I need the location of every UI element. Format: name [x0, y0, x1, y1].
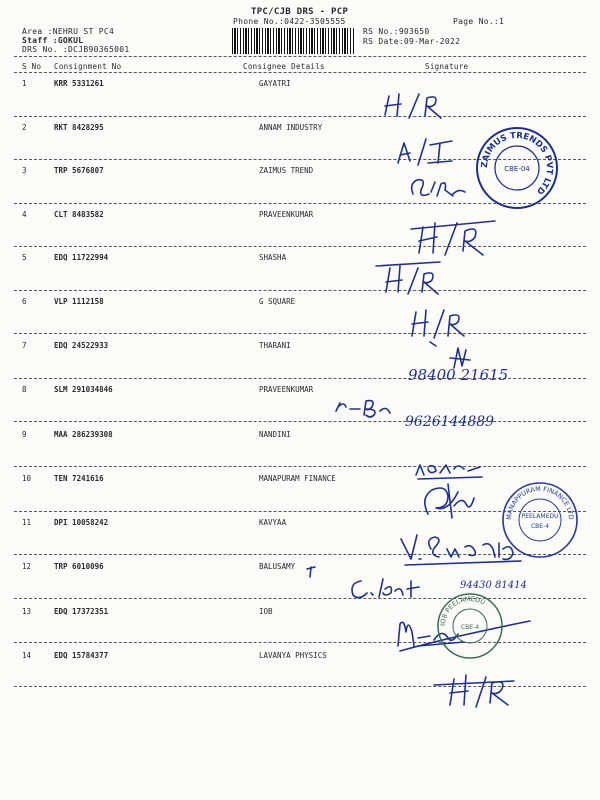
row-number: 11: [22, 518, 32, 527]
divider: [14, 56, 586, 57]
table-row: [0, 430, 600, 450]
consignee-name: BALUSAMY: [259, 562, 296, 571]
signature: [345, 573, 425, 603]
divider: [14, 290, 586, 291]
consignment-number: MAA 286239308: [54, 430, 113, 439]
table-row: [0, 210, 600, 230]
consignee-name: ANNAM INDUSTRY: [259, 123, 323, 132]
staff-field: Staff :GOKUL: [22, 36, 84, 45]
row-number: 4: [22, 210, 27, 219]
consignee-name: IOB: [259, 607, 273, 616]
handwritten-phone: 9626144889: [405, 414, 495, 430]
divider: [14, 333, 586, 334]
row-number: 2: [22, 123, 27, 132]
row-number: 10: [22, 474, 32, 483]
consignee-name: THARANI: [259, 341, 291, 350]
table-row: [0, 341, 600, 361]
consignment-number: CLT 8483582: [54, 210, 104, 219]
col-consignee: Consignee Details: [243, 62, 325, 71]
consignment-number: VLP 1112158: [54, 297, 104, 306]
iob-stamp: [435, 590, 505, 662]
consignee-name: PRAVEENKUMAR: [259, 385, 314, 394]
table-row: [0, 253, 600, 273]
consignment-number: RKT 8428295: [54, 123, 104, 132]
consignment-number: TRP 5676807: [54, 166, 104, 175]
row-number: 3: [22, 166, 27, 175]
signature: [405, 215, 500, 260]
row-number: 12: [22, 562, 32, 571]
phone-number: Phone No.:0422-3505555: [233, 17, 346, 26]
drs-number: DRS No. :DCJB90365001: [22, 45, 130, 54]
rs-date: RS Date:09-Mar-2022: [363, 37, 461, 46]
consignment-number: SLM 291034846: [54, 385, 113, 394]
consignee-name: GAYATRI: [259, 79, 291, 88]
stamp-city: CBE-4: [460, 624, 480, 631]
divider: [14, 246, 586, 247]
row-number: 13: [22, 607, 32, 616]
consignee-name: PRAVEENKUMAR: [259, 210, 314, 219]
stamp-city: CBE-04: [504, 165, 530, 173]
signature: [418, 478, 478, 520]
row-number: 14: [22, 651, 32, 660]
row-number: 5: [22, 253, 27, 262]
row-number: 9: [22, 430, 27, 439]
consignee-name: SHASHA: [259, 253, 287, 262]
table-row: [0, 385, 600, 405]
consignment-number: KRR 5331261: [54, 79, 104, 88]
table-row: [0, 79, 600, 99]
divider: [14, 466, 586, 467]
consignment-number: EDQ 11722994: [54, 253, 109, 262]
consignment-number: TRP 6010096: [54, 562, 104, 571]
col-consignment: Consignment No: [54, 62, 122, 71]
signature: [430, 665, 520, 710]
page-number: Page No.:1: [453, 17, 505, 26]
stamp-branch: PEELAMEDU: [521, 513, 559, 520]
barcode: [232, 28, 354, 54]
consignment-number: DPI 10058242: [54, 518, 109, 527]
bank-stamp: [500, 480, 580, 560]
signature: [375, 90, 465, 120]
signature: [370, 258, 450, 298]
consignment-number: EDQ 15784377: [54, 651, 109, 660]
divider: [14, 72, 586, 73]
consignee-name: MANAPURAM FINANCE: [259, 474, 336, 483]
signature: [330, 395, 400, 420]
consignment-number: EDQ 24522933: [54, 341, 109, 350]
consignee-name: ZAIMUS TREND: [259, 166, 314, 175]
consignee-name: G SQUARE: [259, 297, 296, 306]
consignee-name: KAVYAA: [259, 518, 287, 527]
company-stamp: [474, 125, 560, 211]
signature: [400, 302, 480, 342]
consignee-name: LAVANYA PHYSICS: [259, 651, 327, 660]
consignment-number: TEN 7241616: [54, 474, 104, 483]
document-title: TPC/CJB DRS - PCP: [251, 7, 349, 17]
divider: [14, 116, 586, 117]
area-field: Area :NEHRU ST PC4: [22, 27, 115, 36]
stamp-text: IOB PEELAMEDU: [438, 594, 487, 627]
col-s-no: S No: [22, 62, 42, 71]
signature: [305, 565, 319, 579]
col-signature: Signature: [425, 62, 469, 71]
row-number: 6: [22, 297, 27, 306]
stamp-city: CBE-4: [530, 523, 550, 530]
consignment-number: EDQ 17372351: [54, 607, 109, 616]
row-number: 8: [22, 385, 27, 394]
consignee-name: NANDINI: [259, 430, 291, 439]
handwritten-phone: 98400 21615: [408, 366, 509, 384]
signature: [390, 135, 470, 170]
row-number: 1: [22, 79, 27, 88]
handwritten-phone: 94430 81414: [460, 580, 527, 591]
signature: [405, 170, 475, 205]
stamp-text: ZAIMUS TRENDS PVT LTD: [479, 130, 555, 197]
row-number: 7: [22, 341, 27, 350]
stamp-text: MANAPPURAM FINANCE LTD: [504, 484, 576, 521]
rs-number: RS No.:903650: [363, 27, 430, 36]
table-row: [0, 297, 600, 317]
svg-text:ZAIMUS TRENDS PVT LTD: [480, 131, 554, 196]
divider: [14, 421, 586, 422]
